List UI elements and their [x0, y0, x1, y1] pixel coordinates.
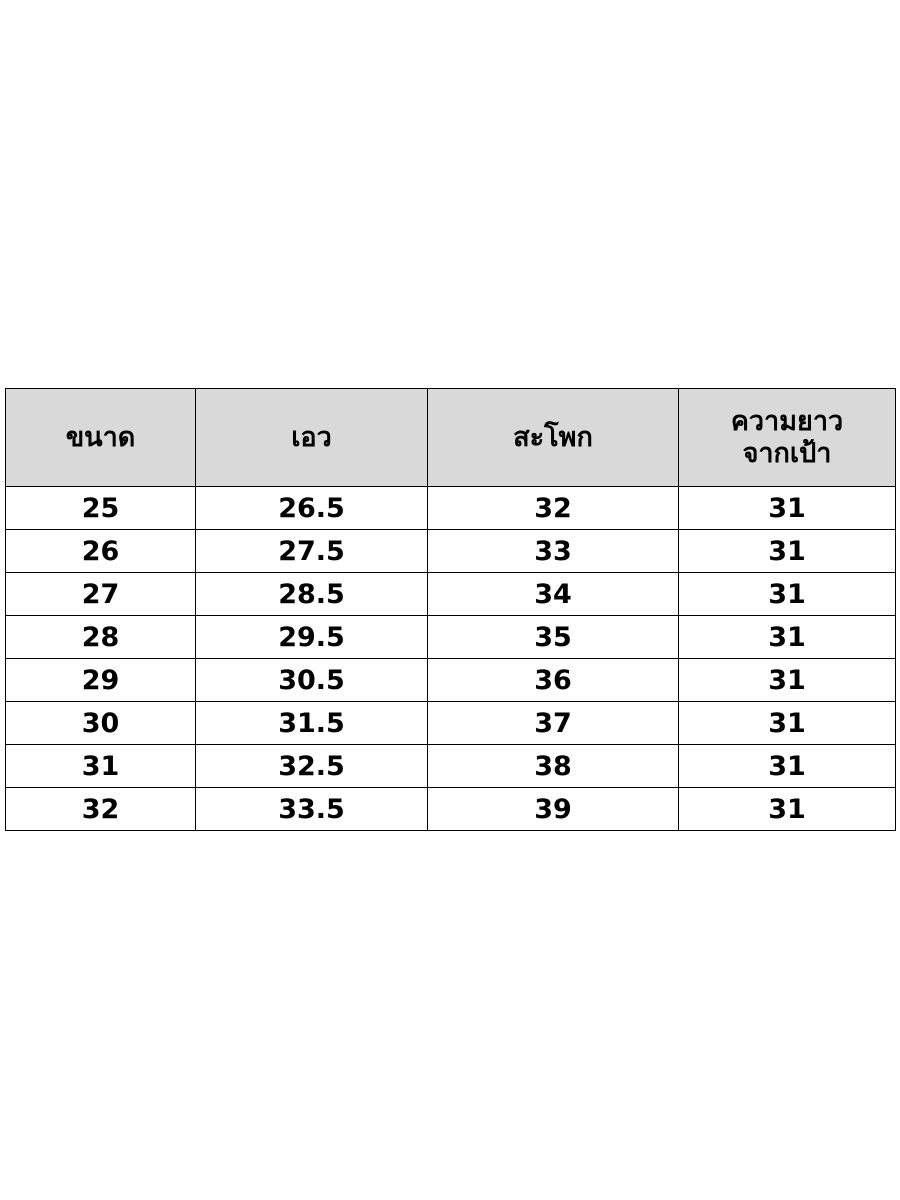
column-header-waist-line-1: เอว — [291, 421, 332, 453]
column-header-size — [6, 389, 196, 487]
table-row — [6, 616, 896, 659]
cell-size: 32 — [6, 788, 196, 831]
column-header-size-line-1: ขนาด — [65, 421, 136, 453]
cell-size: 26 — [6, 530, 196, 573]
table-row — [6, 788, 896, 831]
cell-size: 25 — [6, 487, 196, 530]
cell-waist: 26.5 — [196, 487, 428, 530]
cell-hip: 37 — [428, 702, 679, 745]
table-row — [6, 530, 896, 573]
cell-inseam: 31 — [679, 530, 896, 573]
column-header-waist — [196, 389, 428, 487]
cell-inseam: 31 — [679, 659, 896, 702]
cell-inseam: 31 — [679, 745, 896, 788]
cell-hip: 33 — [428, 530, 679, 573]
cell-waist: 29.5 — [196, 616, 428, 659]
cell-inseam: 31 — [679, 702, 896, 745]
column-header-hip — [428, 389, 679, 487]
cell-size: 27 — [6, 573, 196, 616]
cell-size: 31 — [6, 745, 196, 788]
cell-waist: 31.5 — [196, 702, 428, 745]
table-row — [6, 573, 896, 616]
cell-hip: 34 — [428, 573, 679, 616]
cell-inseam: 31 — [679, 788, 896, 831]
cell-hip: 36 — [428, 659, 679, 702]
column-header-inseam-length-line-1: ความยาว — [730, 406, 844, 438]
cell-waist: 30.5 — [196, 659, 428, 702]
cell-hip: 32 — [428, 487, 679, 530]
table-header-row — [6, 389, 896, 487]
cell-size: 29 — [6, 659, 196, 702]
table-row — [6, 702, 896, 745]
cell-hip: 39 — [428, 788, 679, 831]
cell-hip: 38 — [428, 745, 679, 788]
size-chart-table — [5, 388, 896, 831]
cell-waist: 28.5 — [196, 573, 428, 616]
column-header-hip-line-1: สะโพก — [513, 421, 593, 453]
table-row — [6, 659, 896, 702]
cell-waist: 27.5 — [196, 530, 428, 573]
column-header-inseam-length-line-2: จากเป้า — [742, 437, 832, 469]
column-header-inseam-length — [679, 389, 896, 487]
cell-waist: 33.5 — [196, 788, 428, 831]
table-row — [6, 745, 896, 788]
cell-waist: 32.5 — [196, 745, 428, 788]
cell-hip: 35 — [428, 616, 679, 659]
cell-inseam: 31 — [679, 573, 896, 616]
cell-size: 28 — [6, 616, 196, 659]
table-row — [6, 487, 896, 530]
cell-inseam: 31 — [679, 616, 896, 659]
cell-inseam: 31 — [679, 487, 896, 530]
cell-size: 30 — [6, 702, 196, 745]
size-chart-container — [5, 388, 895, 831]
